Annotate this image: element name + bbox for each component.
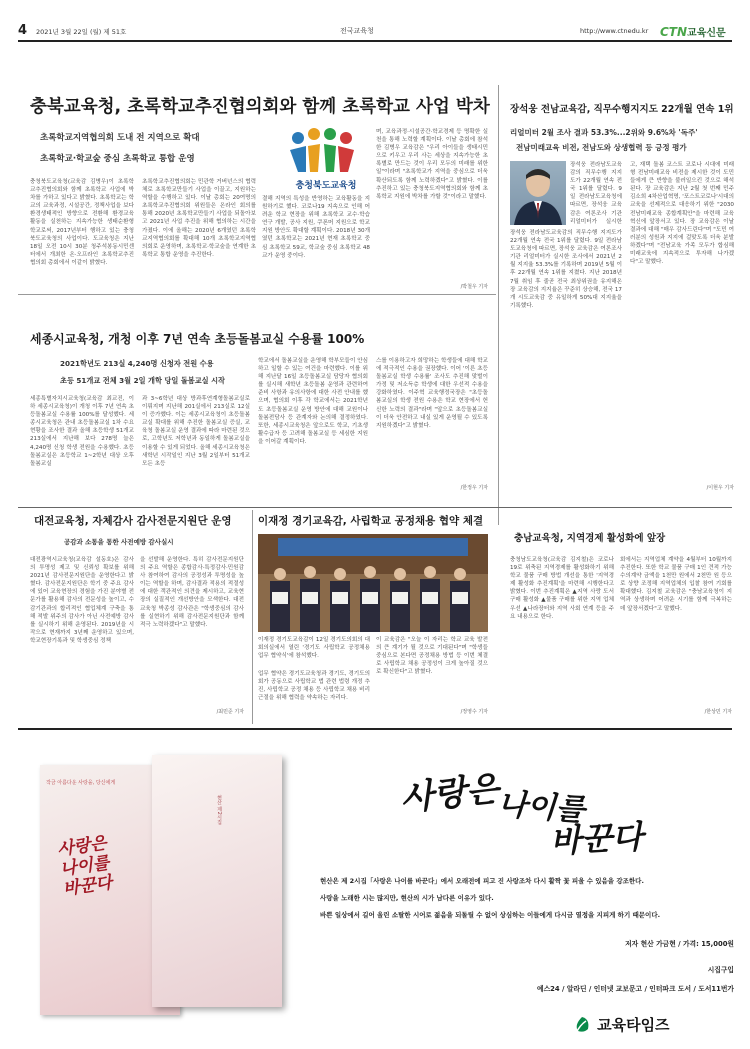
chungbuk-subtitle-1: 초록학교지역협의회 도내 전 지역으로 확대 — [40, 133, 200, 143]
col-divider-main — [498, 85, 499, 525]
sejong-col-1: 세종특별자치시교육청(교육감 최교진, 이하 세종시교육청)이 개청 이후 7년 연속 초등돌봄교실 수용률 100%를 달성했다. 세종시교육청은 관내 초등돌봄교실 1차 수요 현황을 조사한 결과 올해 초등학생 51개교 213실에서 지난해 보다 278명 늘은 4,240명 신청 학생 전원을 수용했다. 초등돌봄교실은 초등학교 1~2학년 대상 오후돌봄교실 — [30, 396, 134, 467]
chungbuk-col-1: 충청북도교육청(교육감 김병우)이 초록학교추진협의회와 함께 초록학교 사업에 박차를 가하고 있다고 밝혔다. 초록학교는 학교의 교육과정, 시설공간, 정책사업을 보다 환경생태적인 방향으로 전환해 환경교육 활동을 실천하는 지속가능한 생태순환형 학교로써, 2017년부터 행하고 있는 충청북도교육청의 사업이다. 도교육청은 지난 18일 오전 10시 30분 청주석봉동시민센터에서 개최한 온·오프라인 초록학교추진협의회 총회에서 이같이 밝혔다. — [30, 179, 134, 266]
jeonnam-col-1b: 장석웅 전라남도교육감의 직무수행 지지도가 22개월 연속 전국 1위를 달렸다. 9일 전라남도교육청에 따르면, 장석웅 교육감은 여론조사 기관 리얼미터가 실시한 조사에서 2021년 2월 지지율 53.3%를 기록하며 2019년 5월 이후 22개월 연속 1위를 지켰다. 지난 2018년 7월 취임 후 줄곧 전국 최상위권을 유지해온 장 교육감의 지지율은 꾸준히 상승해, 전국 17개 시도교육감 중 유일하게 50%대 지지율을 기록했다. — [510, 230, 622, 309]
rule-mid — [18, 507, 732, 508]
gyeonggi-photo-caption: 이재정 경기도교육감이 12일 경기도의회의 대회의실에서 열린 '경기도 사립학교 공정채용 업무 협약식'에 참석했다. — [258, 637, 370, 660]
jeonnam-subtitle-1: 리얼미터 2월 조사 결과 53.3%...2위와 9.6%차 '독주' — [510, 128, 698, 137]
ad-text-2: 사랑을 노래한 시는 많지만, 현산의 시가 남다른 이유가 있다. — [320, 894, 494, 902]
ctn-logo — [660, 21, 726, 40]
sejong-subtitle-1: 2021학년도 213실 4,240명 신청자 전원 수용 — [60, 359, 214, 368]
book-front-cover — [152, 755, 282, 1007]
chungbuk-emblem-icon — [276, 128, 376, 174]
daejeon-col-2: 을 선발해 운영한다. 특히 감사전문지원단의 주요 역할은 종합감사·특정감사·민원감사 참여하여 감사의 공정성과 투명성을 높이는 역할을 하며, 감사결과 적용의 적절성에 대한 객관적인 의견을 제시하고, 교육현장의 실질적인 개선방안을 모색한다. 대전교육청 박종성 감사관은 "학생중심의 감사를 실현하기 위해 감사전문지원단과 함께 적극 노력하겠다"고 말했다. — [140, 557, 244, 628]
calligraphy-line-1: 사랑은 — [398, 768, 501, 820]
sejong-col-3: 학교에서 돌봄교실을 운영해 학부모들이 안심하고 일할 수 있는 여건을 마련했다. 이를 위해 지난달 16일 초등돌봄교실 담당자 협의회를 실시해 새학년 초등돌봄 운영과 관련하여 준비 사항과 유의사항에 대한 사전 안내를 했으며, 협의회 이후 각 학교에서는 2021학년도 초등돌봄교실 운영 방안에 대해 교원이나 돌봄전담사 등 관계자와 논의해 결정하였다. 또한, 세종시교육청은 앞으로도 학교, 기초생활수급자 등 고려해 돌봄교실 등 세심한 지원을 이어갈 계획이다. — [258, 358, 368, 445]
gyeonggi-col-2: 이 교육감은 "오늘 이 자리는 학교 교육 발전의 큰 계기가 될 것으로 기대된다"며 "학생들 중심으로 본다면 공정채용 방법 등 이번 체결로 사립학교 채용 공정성이 크게 높아질 것으로 확신한다"고 밝혔다. — [376, 637, 488, 676]
chungbuk-subtitle-2: 초록학교·학교숲 중심 초록학교 통합 운영 — [40, 154, 195, 164]
gyeonggi-byline: /정영수 기자 — [460, 709, 488, 715]
section-label: 전국교육청 — [340, 27, 374, 35]
book-top-tagline: 작금 아름다운 사랑을, 당신에게 — [46, 780, 116, 786]
jeonnam-superintendent-photo — [510, 161, 566, 225]
chungnam-col-2: 회에서는 지역업체 계약을 4월부터 10월까지 추진한다. 또한 학교 물품 구매 1인 견적 가능 수의계약 금액을 1천만 원에서 2천만 원 등으로 상향 조정해 지역업체의 입찰 참여 기회를 확대했다. 김지철 교육감은 "충남교육청이 지역과 상생하며 어려운 시기를 함께 극복하는 데 앞장서겠다"고 말했다. — [620, 557, 732, 612]
group-photo-icon — [258, 534, 488, 632]
ctn-logo-mark: CTN — [660, 25, 688, 39]
sejong-byline: /한정우 기자 — [460, 485, 488, 491]
footer-logo — [572, 1014, 670, 1036]
daejeon-byline: /최민준 기자 — [216, 709, 244, 715]
sejong-col-2: 과 3~6학년 대상 방과후연계형돌봄교실로 이뤄지며 지난해 201실에서 213실로 12실이 증가했다. 이는 세종시교육청이 초등돌봄교실 확대를 위해 추진한 돌봄교실 증실, 교육청 돌봄교실 운영 결과에 따라 마련된 것으로, 고학년도 저학년과 동일하게 돌봄교실을 이용할 수 있게 되었다. 올해 세종시교육청은 새학년 시작일인 지난 3월 2일부터 51개교 모든 초등 — [142, 396, 250, 467]
ad-stores: 예스24 / 알라딘 / 인터넷 교보문고 / 인터파크 도서 / 도서11번가 — [537, 985, 734, 993]
ctn-logo-text: 교육신문 — [687, 28, 726, 39]
site-url: http://www.ctnedu.kr — [580, 27, 649, 35]
daejeon-title: 대전교육청, 자체감사 감사전문지원단 운영 — [34, 515, 232, 527]
chungbuk-logo — [276, 128, 376, 191]
jeonnam-subtitle-2: 전남미래교육 비전, 전남도와 상생협력 등 긍정 평가 — [516, 143, 687, 152]
gyeonggi-col-1: 업무 협약은 경기도교육청과 경기도, 경기도의회가 공동으로 사립학교 법 관련 법령 개정 추진, 사립학교 공정 채용 등 사립학교 채용 비리 근절을 위해 협력을 약속하는 자리다. — [258, 671, 370, 702]
calligraphy-line-3: 바꾼다 — [549, 817, 644, 861]
sejong-col-4: 스를 이용하고자 희망하는 학생들에 대해 학교에 적극적인 수용을 권장했다. 이어 '이른 초등돌봄교실 학생 수용률' 조사도 추진해 맞벌이 가정 및 저소득층 학생에 대한 우선적 수용을 강화하였다. 이주혁 교육행정국장은 "초등돌봄교실의 학생 전원 수용은 학교 현장에서 헌신한 노력의 결과"라며 "앞으로 초등돌봄교실이 더욱 안전하고 내실 있게 운영될 수 있도록 지원하겠다"고 밝혔다. — [376, 358, 488, 429]
chungbuk-col-2: 초록학교추진협의회는 민관학 거버넌스의 협력체로 초록학교만들기 사업을 이끌고, 지원하는 역할을 수행하고 있다. 이날 총회는 20여명의 초록학교추진협의회 위원들은 온라인 회의를 통해 2020년 초록학교만들기 사업을 되돌아보고 2021년 사업 추진을 위해 협의하는 시간을 가졌다. 이에 올해는 2020년 6개였던 초록학교지역협의회를 확대해 10개 초록학교지역협의회로 운영하며, 초록학교·학교숲을 연계한 초록학교 통합 운영을 추진한다. — [142, 179, 256, 258]
issue-date: 2021년 3월 22일 (월) 제 51호 — [36, 28, 127, 36]
ad-text-1: 현산은 제 2시집「사랑은 나이를 바꾼다」에서 오래전에 피고 진 사랑조차 다시 활짝 꽃 피울 수 있음을 강조한다. — [320, 877, 644, 885]
daejeon-subtitle: 공감과 소통을 통한 사전예방 감사실시 — [64, 538, 174, 546]
sejong-subtitle-2: 초등 51개교 전체 3월 2일 개학 당일 돌봄교실 시작 — [60, 376, 226, 385]
portrait-icon — [510, 161, 566, 225]
book-spine-text: 현산 제2시집 — [216, 795, 222, 825]
chungbuk-byline: /박철우 기자 — [460, 284, 488, 290]
calligraphy-line-2: 나이를 — [496, 787, 586, 828]
gyeonggi-title: 이재정 경기교육감, 사립학교 공정채용 협약 체결 — [258, 515, 484, 527]
chungbuk-title: 충북교육청, 초록학교추진협의회와 함께 초록학교 사업 박차 — [30, 97, 490, 117]
gyeonggi-agreement-photo — [258, 534, 488, 632]
leaf-logo-icon — [572, 1015, 592, 1035]
footer-logo-text: 교육타임즈 — [597, 1016, 670, 1034]
ad-calligraphy — [400, 760, 680, 860]
daejeon-col-1: 대전광역시교육청(교육감 설동호)은 감사의 투명성 제고 및 신뢰성 확보를 위해 2021년 감사전문지원단을 운영한다고 밝혔다. 감사전문지원단은 학기 중 주요 감사에 있어 교육현장의 경험을 가진 분야별 전문가를 활용해 감사의 전문성을 높이고, 수감기관과의 합리적인 협업체계 구축을 통해 적발 위주의 감사가 아닌 사전예방 감사를 실시하기 위해 운영된다. 2019년을 시작으로 현재까지 3년째 운영하고 있으며, 학교현장기록과 및 학생중심 정책 — [30, 557, 134, 644]
chungbuk-col-4: 며, 교육과정·시설공간·학교경제 등 명확한 실천을 통해 노력할 계획이다. 이날 총회에 참석한 김병우 교육감은 "우리 아이들을 생태시민으로 키우고 우리 사는 세상을 지속가능한 초록별로 만드는 것이 우리 모두의 미래를 위한 일"이라며 "초록학교가 지역을 중심으로 더욱 확산되도록 함께 노력하겠다"고 밝혔다. 이를 추진하고 있는 충청북도지역협의회와 함께 초록학교 지원에 박차를 가할 것"이라고 말했다. — [376, 129, 488, 200]
book-cover — [40, 755, 286, 1017]
rule-ad-top — [18, 728, 732, 730]
ad-author-price: 저자 현산 가금현 / 가격: 15,000원 — [625, 940, 734, 948]
sejong-title: 세종시교육청, 개청 이후 7년 연속 초등돌봄교실 수용률 100% — [30, 332, 365, 346]
chungnam-byline: /한상민 기자 — [704, 709, 732, 715]
header-rule — [18, 40, 732, 42]
chungnam-col-1: 충청남도교육청(교육감 김지철)은 코로나19로 위축된 지역경제를 활성화하기 위해 학교 물품 구매 방법 개선을 통한 '지역경제 활성화 추진계획'을 마련해 시행한다고 밝혔다. 이번 추진계획은 ▲지역 사랑 도서 구매 활성화 ▲물품 구매를 위한 지역 업체 우선 ▲나라장터와 지역 사회 연계 등을 주요 내용으로 한다. — [510, 557, 614, 620]
chungbuk-col-3: 결해 지역의 특성을 반영하는 교육활동을 지원하기로 했다. 코로나19 지속으로 인해 어려운 학교 현장을 위해 초록학교 교수·학습 연구 개발, 공사 지원, 쿠폰머 지원으로 학교 지원 방안도 확대할 계획이다. 2018년 30개였던 초록학교는 2021년 현재 초록학교 중심 초록학교 59교, 학교숲 중심 초록학교 48교가 운영 중이다. — [262, 196, 370, 259]
jeonnam-byline: /이현우 기자 — [706, 485, 734, 491]
ad-text-3: 바쁜 일상에서 길어 올린 소탈한 시어로 젊음을 되돌릴 수 없어 상심하는 이들에게 다시금 열정을 지피게 하기 때문이다. — [320, 911, 661, 919]
ad-publisher: 시집구입 — [707, 966, 734, 974]
jeonnam-col-1: 장석웅 전라남도교육감의 직무수행 지지도가 22개월 연속 전국 1위를 달렸다. 9일 전라남도교육청에 따르면, 장석웅 교육감은 여론조사 기관 리얼미터가 실시한 — [570, 162, 622, 225]
col-divider-daejeon — [252, 510, 253, 724]
page-number: 4 — [18, 23, 28, 38]
rule-chungbuk-bottom — [18, 294, 496, 295]
chungbuk-logo-caption: 충청북도교육청 — [295, 181, 357, 191]
chungnam-title: 충남교육청, 지역경제 활성화에 앞장 — [514, 533, 666, 544]
book-cover-title: 사랑은 나이를 바꾼다 — [56, 833, 114, 900]
jeonnam-col-2: 고, 재택 돌봄 코스트 코로나 시대에 미래형 전남미래교육 비전을 제시한 것이 도민들에게 큰 반향을 불러일으킨 것으로 해석된다. 장 교육감은 지난 2월 첫 번째 민주김소희 4차산업혁명, '포스트코로나'시대의 교육을 선제적으로 대응하기 위한 "2030 전남미래교육 종합계획안"을 마련해 교육혁신에 앞장서고 있다. 장 교육감은 이날 결과에 대해 "매우 감사드린다"며 "도민 여러분의 성원과 지지에 걸맞도록 더욱 분발하겠다"며 "전남교육 가족 모두가 합심해 미래교육에 지속적으로 투자해 나가겠다"고 말했다. — [630, 162, 734, 266]
jeonnam-title: 장석웅 전남교육감, 직무수행지지도 22개월 연속 1위 — [510, 104, 734, 115]
